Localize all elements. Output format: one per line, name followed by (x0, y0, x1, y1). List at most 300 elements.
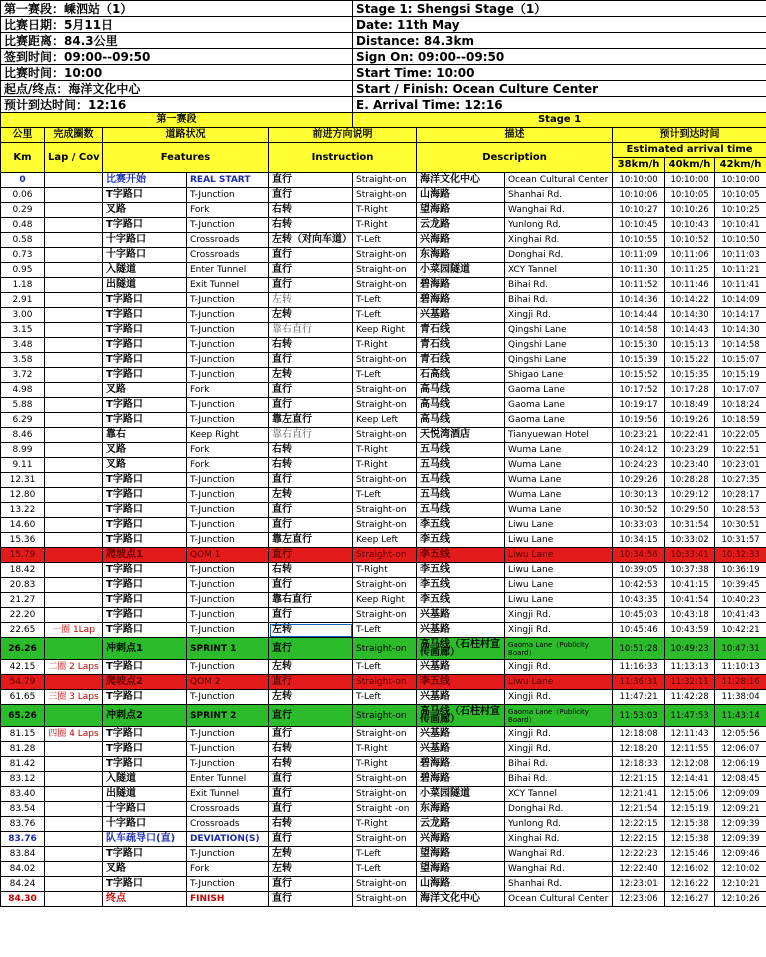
row-eta-38[interactable]: 10:30:52 (613, 503, 665, 518)
row-instruction-cn[interactable]: 直行 (269, 263, 353, 278)
row-instruction-en[interactable]: T-Right (353, 817, 417, 832)
row-feature-cn[interactable]: T字路口 (103, 578, 187, 593)
row-eta-40[interactable]: 10:22:41 (665, 428, 715, 443)
row-description-en[interactable]: Xinghai Rd. (505, 832, 613, 847)
row-description-cn[interactable]: 兴基路 (417, 660, 505, 675)
row-feature-cn[interactable]: T字路口 (103, 742, 187, 757)
row-eta-38[interactable]: 10:29:26 (613, 473, 665, 488)
row-feature-cn[interactable]: T字路口 (103, 218, 187, 233)
row-description-cn[interactable]: 青石线 (417, 323, 505, 338)
row-description-cn[interactable]: 兴海路 (417, 832, 505, 847)
row-feature-cn[interactable]: 爬坡点1 (103, 548, 187, 563)
info-right-cell[interactable]: Start / Finish: Ocean Culture Center (353, 81, 766, 97)
row-eta-38[interactable]: 12:21:54 (613, 802, 665, 817)
row-eta-40[interactable]: 10:14:30 (665, 308, 715, 323)
row-feature-en[interactable]: T-Junction (187, 727, 269, 742)
row-eta-38[interactable]: 12:22:15 (613, 832, 665, 847)
row-feature-en[interactable]: T-Junction (187, 368, 269, 383)
row-eta-40[interactable]: 10:29:50 (665, 503, 715, 518)
row-description-cn[interactable]: 李五线 (417, 593, 505, 608)
info-left-cell[interactable]: 第一赛段：嵊泗站（1） (1, 1, 353, 17)
row-description-en[interactable]: Gaoma Lane（Publicity Board） (505, 705, 613, 727)
row-feature-cn[interactable]: T字路口 (103, 188, 187, 203)
row-instruction-cn[interactable]: 直行 (269, 802, 353, 817)
row-feature-cn[interactable]: T字路口 (103, 413, 187, 428)
row-eta-42[interactable]: 10:10:41 (715, 218, 766, 233)
row-feature-cn[interactable]: 入隧道 (103, 772, 187, 787)
row-instruction-cn[interactable]: 直行 (269, 548, 353, 563)
row-km[interactable]: 0.29 (1, 203, 45, 218)
row-eta-40[interactable]: 10:23:29 (665, 443, 715, 458)
row-instruction-cn[interactable]: 左转 (269, 847, 353, 862)
row-feature-en[interactable]: T-Junction (187, 323, 269, 338)
row-lap[interactable] (45, 293, 103, 308)
row-eta-42[interactable]: 10:47:31 (715, 638, 766, 660)
row-description-en[interactable]: Shanhai Rd. (505, 877, 613, 892)
row-instruction-en[interactable]: T-Left (353, 847, 417, 862)
row-feature-en[interactable]: Fork (187, 458, 269, 473)
row-lap[interactable] (45, 188, 103, 203)
row-description-cn[interactable]: 碧海路 (417, 293, 505, 308)
row-lap[interactable] (45, 473, 103, 488)
row-instruction-cn[interactable]: 直行 (269, 188, 353, 203)
row-feature-en[interactable]: T-Junction (187, 308, 269, 323)
info-right-cell[interactable]: Start Time: 10:00 (353, 65, 766, 81)
row-eta-38[interactable]: 10:23:21 (613, 428, 665, 443)
row-eta-38[interactable]: 10:15:39 (613, 353, 665, 368)
row-lap[interactable]: 三圈 3 Laps (45, 690, 103, 705)
row-description-en[interactable]: Wuma Lane (505, 458, 613, 473)
row-feature-en[interactable]: T-Junction (187, 608, 269, 623)
row-description-cn[interactable]: 兴基路 (417, 690, 505, 705)
row-eta-40[interactable]: 10:11:25 (665, 263, 715, 278)
row-km[interactable]: 65.26 (1, 705, 45, 727)
row-feature-en[interactable]: Fork (187, 203, 269, 218)
row-instruction-en[interactable]: Straight-on (353, 503, 417, 518)
row-instruction-en[interactable]: Keep Right (353, 323, 417, 338)
row-instruction-cn[interactable]: 右转 (269, 203, 353, 218)
row-km[interactable]: 54.79 (1, 675, 45, 690)
row-instruction-cn[interactable]: 左转 (269, 862, 353, 877)
row-description-cn[interactable]: 石高线 (417, 368, 505, 383)
row-description-en[interactable]: Xingji Rd. (505, 690, 613, 705)
row-lap[interactable]: 四圈 4 Laps (45, 727, 103, 742)
row-eta-42[interactable]: 12:10:21 (715, 877, 766, 892)
row-km[interactable]: 15.79 (1, 548, 45, 563)
row-instruction-cn[interactable]: 左转 (269, 660, 353, 675)
row-eta-40[interactable]: 10:43:59 (665, 623, 715, 638)
row-instruction-en[interactable]: Straight-on (353, 383, 417, 398)
info-left-cell[interactable]: 起点/终点：海洋文化中心 (1, 81, 353, 97)
row-instruction-en[interactable]: T-Right (353, 757, 417, 772)
row-instruction-cn[interactable]: 直行 (269, 675, 353, 690)
row-eta-40[interactable]: 11:47:53 (665, 705, 715, 727)
row-feature-cn[interactable]: 出隧道 (103, 787, 187, 802)
row-eta-42[interactable]: 10:36:19 (715, 563, 766, 578)
row-instruction-cn[interactable]: 左转 (269, 293, 353, 308)
row-feature-en[interactable]: Fork (187, 383, 269, 398)
row-instruction-en[interactable]: Straight-on (353, 608, 417, 623)
row-instruction-cn[interactable]: 直行 (269, 383, 353, 398)
row-eta-38[interactable]: 11:53:03 (613, 705, 665, 727)
row-feature-en[interactable]: Fork (187, 443, 269, 458)
row-km[interactable]: 83.76 (1, 817, 45, 832)
row-feature-cn[interactable]: 叉路 (103, 203, 187, 218)
row-instruction-en[interactable]: T-Left (353, 233, 417, 248)
row-eta-42[interactable]: 12:06:07 (715, 742, 766, 757)
row-description-cn[interactable]: 碧海路 (417, 278, 505, 293)
row-km[interactable]: 14.60 (1, 518, 45, 533)
row-feature-cn[interactable]: T字路口 (103, 757, 187, 772)
row-eta-42[interactable]: 10:10:50 (715, 233, 766, 248)
row-description-en[interactable]: Gaoma Lane (505, 413, 613, 428)
row-eta-42[interactable]: 10:18:59 (715, 413, 766, 428)
row-instruction-cn[interactable]: 左转 (269, 308, 353, 323)
row-km[interactable]: 5.88 (1, 398, 45, 413)
row-lap[interactable] (45, 533, 103, 548)
row-feature-cn[interactable]: 入隧道 (103, 263, 187, 278)
row-instruction-cn[interactable]: 直行 (269, 877, 353, 892)
row-description-en[interactable]: Qingshi Lane (505, 353, 613, 368)
row-lap[interactable] (45, 518, 103, 533)
row-feature-en[interactable]: Keep Right (187, 428, 269, 443)
row-feature-cn[interactable]: 队车疏导口(直) (103, 832, 187, 847)
row-eta-40[interactable]: 10:15:22 (665, 353, 715, 368)
row-description-cn[interactable]: 云龙路 (417, 218, 505, 233)
row-km[interactable]: 4.98 (1, 383, 45, 398)
row-feature-en[interactable]: Enter Tunnel (187, 263, 269, 278)
row-lap[interactable] (45, 308, 103, 323)
row-instruction-en[interactable]: Straight-on (353, 188, 417, 203)
row-km[interactable]: 3.72 (1, 368, 45, 383)
info-left-cell[interactable]: 签到时间：09:00--09:50 (1, 49, 353, 65)
row-description-cn[interactable]: 兴基路 (417, 308, 505, 323)
row-instruction-cn[interactable]: 直行 (269, 518, 353, 533)
row-eta-42[interactable]: 10:18:24 (715, 398, 766, 413)
row-description-en[interactable]: XCY Tannel (505, 263, 613, 278)
row-eta-38[interactable]: 11:36:31 (613, 675, 665, 690)
row-km[interactable]: 81.28 (1, 742, 45, 757)
row-lap[interactable] (45, 398, 103, 413)
row-eta-42[interactable]: 10:14:58 (715, 338, 766, 353)
row-lap[interactable] (45, 263, 103, 278)
row-km[interactable]: 81.15 (1, 727, 45, 742)
row-feature-en[interactable]: T-Junction (187, 218, 269, 233)
row-km[interactable]: 12.80 (1, 488, 45, 503)
row-description-cn[interactable]: 山海路 (417, 188, 505, 203)
row-description-en[interactable]: Qingshi Lane (505, 338, 613, 353)
row-eta-40[interactable]: 12:15:38 (665, 817, 715, 832)
row-feature-cn[interactable]: T字路口 (103, 593, 187, 608)
row-eta-40[interactable]: 10:14:43 (665, 323, 715, 338)
row-instruction-en[interactable]: Straight -on (353, 802, 417, 817)
row-instruction-cn[interactable]: 直行 (269, 398, 353, 413)
row-description-cn[interactable]: 小菜园隧道 (417, 787, 505, 802)
row-description-cn[interactable]: 兴基路 (417, 608, 505, 623)
row-feature-en[interactable]: T-Junction (187, 398, 269, 413)
row-instruction-cn[interactable]: 靠右直行 (269, 593, 353, 608)
row-lap[interactable] (45, 593, 103, 608)
row-description-en[interactable]: Wanghai Rd. (505, 847, 613, 862)
row-instruction-en[interactable]: T-Right (353, 742, 417, 757)
row-instruction-cn[interactable]: 右转 (269, 742, 353, 757)
row-eta-42[interactable]: 12:09:21 (715, 802, 766, 817)
row-description-en[interactable]: Bihai Rd. (505, 278, 613, 293)
info-right-cell[interactable]: E. Arrival Time: 12:16 (353, 97, 766, 113)
row-km[interactable]: 84.30 (1, 892, 45, 907)
row-eta-42[interactable]: 10:42:21 (715, 623, 766, 638)
row-eta-42[interactable]: 12:10:26 (715, 892, 766, 907)
row-lap[interactable] (45, 458, 103, 473)
row-eta-42[interactable]: 10:10:25 (715, 203, 766, 218)
row-description-cn[interactable]: 高马线 (417, 398, 505, 413)
row-instruction-en[interactable]: T-Right (353, 458, 417, 473)
row-eta-38[interactable]: 12:21:15 (613, 772, 665, 787)
row-instruction-cn[interactable]: 直行 (269, 772, 353, 787)
row-eta-40[interactable]: 10:10:43 (665, 218, 715, 233)
row-eta-38[interactable]: 10:43:35 (613, 593, 665, 608)
row-feature-en[interactable]: SPRINT 2 (187, 705, 269, 727)
row-km[interactable]: 6.29 (1, 413, 45, 428)
row-eta-40[interactable]: 10:10:00 (665, 173, 715, 188)
row-description-en[interactable]: Xingji Rd. (505, 308, 613, 323)
row-description-cn[interactable]: 山海路 (417, 877, 505, 892)
row-feature-cn[interactable]: T字路口 (103, 608, 187, 623)
row-lap[interactable] (45, 173, 103, 188)
row-instruction-cn[interactable]: 靠左直行 (269, 533, 353, 548)
row-eta-38[interactable]: 11:47:21 (613, 690, 665, 705)
row-eta-38[interactable]: 12:21:41 (613, 787, 665, 802)
row-description-en[interactable]: Wanghai Rd. (505, 203, 613, 218)
row-eta-40[interactable]: 10:19:26 (665, 413, 715, 428)
row-feature-cn[interactable]: T字路口 (103, 533, 187, 548)
row-description-cn[interactable]: 兴基路 (417, 623, 505, 638)
row-description-en[interactable]: Yunlong Rd. (505, 218, 613, 233)
row-eta-38[interactable]: 12:23:06 (613, 892, 665, 907)
row-km[interactable]: 15.36 (1, 533, 45, 548)
row-feature-cn[interactable]: 十字路口 (103, 248, 187, 263)
row-feature-cn[interactable]: T字路口 (103, 518, 187, 533)
row-eta-38[interactable]: 12:23:01 (613, 877, 665, 892)
row-eta-38[interactable]: 10:34:15 (613, 533, 665, 548)
row-description-cn[interactable]: 青石线 (417, 353, 505, 368)
row-description-cn[interactable]: 东海路 (417, 248, 505, 263)
row-km[interactable]: 13.22 (1, 503, 45, 518)
row-lap[interactable]: 二圈 2 Laps (45, 660, 103, 675)
row-km[interactable]: 9.11 (1, 458, 45, 473)
row-eta-38[interactable]: 10:45:03 (613, 608, 665, 623)
row-description-cn[interactable]: 望海路 (417, 847, 505, 862)
row-description-en[interactable]: Bihai Rd. (505, 757, 613, 772)
row-instruction-cn[interactable]: 左转（对向车道） (269, 233, 353, 248)
row-eta-40[interactable]: 10:10:05 (665, 188, 715, 203)
row-eta-40[interactable]: 12:11:55 (665, 742, 715, 757)
row-eta-38[interactable]: 10:33:03 (613, 518, 665, 533)
row-description-cn[interactable]: 高马线 (417, 383, 505, 398)
row-eta-38[interactable]: 10:51:28 (613, 638, 665, 660)
row-feature-en[interactable]: T-Junction (187, 742, 269, 757)
row-eta-42[interactable]: 10:15:19 (715, 368, 766, 383)
row-feature-cn[interactable]: T字路口 (103, 623, 187, 638)
row-description-cn[interactable]: 天悦湾酒店 (417, 428, 505, 443)
row-eta-38[interactable]: 10:15:52 (613, 368, 665, 383)
row-eta-42[interactable]: 10:28:53 (715, 503, 766, 518)
row-instruction-cn[interactable]: 直行 (269, 353, 353, 368)
row-eta-38[interactable]: 10:14:44 (613, 308, 665, 323)
row-km[interactable]: 26.26 (1, 638, 45, 660)
row-instruction-en[interactable]: Straight-on (353, 892, 417, 907)
row-eta-40[interactable]: 10:43:18 (665, 608, 715, 623)
row-description-cn[interactable]: 李五线 (417, 518, 505, 533)
row-description-cn[interactable]: 五马线 (417, 443, 505, 458)
row-km[interactable]: 8.99 (1, 443, 45, 458)
row-feature-cn[interactable]: 冲刺点2 (103, 705, 187, 727)
row-instruction-cn[interactable]: 靠右直行 (269, 428, 353, 443)
row-description-en[interactable]: Wuma Lane (505, 488, 613, 503)
row-description-en[interactable]: Xingji Rd. (505, 742, 613, 757)
row-eta-42[interactable]: 10:14:30 (715, 323, 766, 338)
row-instruction-cn[interactable]: 右转 (269, 817, 353, 832)
row-lap[interactable] (45, 862, 103, 877)
row-instruction-cn[interactable]: 靠右直行 (269, 323, 353, 338)
row-instruction-en[interactable]: T-Right (353, 203, 417, 218)
row-description-cn[interactable]: 海洋文化中心 (417, 173, 505, 188)
row-feature-en[interactable]: T-Junction (187, 503, 269, 518)
row-eta-40[interactable]: 12:15:06 (665, 787, 715, 802)
row-km[interactable]: 20.83 (1, 578, 45, 593)
row-km[interactable]: 0.95 (1, 263, 45, 278)
row-feature-en[interactable]: T-Junction (187, 413, 269, 428)
row-feature-cn[interactable]: T字路口 (103, 488, 187, 503)
row-km[interactable]: 22.20 (1, 608, 45, 623)
info-right-cell[interactable]: Date: 11th May (353, 17, 766, 33)
row-description-cn[interactable]: 小菜园隧道 (417, 263, 505, 278)
row-instruction-en[interactable]: T-Right (353, 338, 417, 353)
row-eta-42[interactable]: 10:40:23 (715, 593, 766, 608)
row-lap[interactable] (45, 757, 103, 772)
row-eta-38[interactable]: 10:45:46 (613, 623, 665, 638)
row-description-en[interactable]: Wanghai Rd. (505, 862, 613, 877)
row-description-cn[interactable]: 李五线 (417, 675, 505, 690)
row-km[interactable]: 42.15 (1, 660, 45, 675)
row-instruction-en[interactable]: Keep Left (353, 533, 417, 548)
row-eta-42[interactable]: 10:22:05 (715, 428, 766, 443)
row-eta-42[interactable]: 12:05:56 (715, 727, 766, 742)
row-description-cn[interactable]: 五马线 (417, 488, 505, 503)
row-eta-38[interactable]: 12:18:33 (613, 757, 665, 772)
row-lap[interactable] (45, 443, 103, 458)
row-eta-40[interactable]: 10:28:28 (665, 473, 715, 488)
row-eta-38[interactable]: 10:19:56 (613, 413, 665, 428)
row-description-cn[interactable]: 五马线 (417, 473, 505, 488)
row-instruction-en[interactable]: T-Left (353, 660, 417, 675)
row-eta-42[interactable]: 12:09:39 (715, 832, 766, 847)
row-feature-en[interactable]: T-Junction (187, 518, 269, 533)
row-eta-42[interactable]: 12:06:19 (715, 757, 766, 772)
row-feature-cn[interactable]: T字路口 (103, 660, 187, 675)
row-feature-cn[interactable]: 叉路 (103, 458, 187, 473)
row-eta-38[interactable]: 10:10:27 (613, 203, 665, 218)
row-instruction-cn[interactable]: 直行 (269, 473, 353, 488)
row-description-en[interactable]: Bihai Rd. (505, 293, 613, 308)
row-instruction-en[interactable]: Straight-on (353, 518, 417, 533)
row-lap[interactable] (45, 428, 103, 443)
row-eta-40[interactable]: 10:23:40 (665, 458, 715, 473)
row-description-en[interactable]: Xingji Rd. (505, 727, 613, 742)
row-description-cn[interactable]: 李五线 (417, 548, 505, 563)
row-lap[interactable] (45, 847, 103, 862)
row-feature-cn[interactable]: 叉路 (103, 383, 187, 398)
row-eta-40[interactable]: 10:15:35 (665, 368, 715, 383)
row-km[interactable]: 61.65 (1, 690, 45, 705)
row-description-cn[interactable]: 望海路 (417, 203, 505, 218)
row-eta-40[interactable]: 12:15:19 (665, 802, 715, 817)
row-lap[interactable] (45, 233, 103, 248)
row-instruction-en[interactable]: Straight-on (353, 675, 417, 690)
row-km[interactable]: 84.02 (1, 862, 45, 877)
row-eta-42[interactable]: 10:14:09 (715, 293, 766, 308)
row-description-en[interactable]: Xingji Rd. (505, 623, 613, 638)
row-eta-40[interactable]: 12:11:43 (665, 727, 715, 742)
row-feature-cn[interactable]: 十字路口 (103, 817, 187, 832)
row-feature-cn[interactable]: T字路口 (103, 308, 187, 323)
row-feature-en[interactable]: T-Junction (187, 488, 269, 503)
row-feature-en[interactable]: FINISH (187, 892, 269, 907)
row-instruction-en[interactable]: Straight-on (353, 173, 417, 188)
row-feature-en[interactable]: T-Junction (187, 473, 269, 488)
row-instruction-cn[interactable]: 靠左直行 (269, 413, 353, 428)
row-eta-38[interactable]: 10:14:58 (613, 323, 665, 338)
row-lap[interactable] (45, 787, 103, 802)
row-lap[interactable] (45, 892, 103, 907)
row-description-cn[interactable]: 兴海路 (417, 233, 505, 248)
row-instruction-en[interactable]: T-Left (353, 293, 417, 308)
row-description-en[interactable]: Wuma Lane (505, 503, 613, 518)
row-eta-38[interactable]: 10:15:30 (613, 338, 665, 353)
row-lap[interactable] (45, 877, 103, 892)
row-feature-cn[interactable]: T字路口 (103, 563, 187, 578)
row-eta-40[interactable]: 10:31:54 (665, 518, 715, 533)
row-instruction-cn[interactable]: 左转 (269, 488, 353, 503)
row-eta-42[interactable]: 12:08:45 (715, 772, 766, 787)
row-description-en[interactable]: Liwu Lane (505, 548, 613, 563)
row-description-en[interactable]: Shigao Lane (505, 368, 613, 383)
row-description-en[interactable]: Donghai Rd. (505, 802, 613, 817)
row-feature-cn[interactable]: T字路口 (103, 398, 187, 413)
row-description-cn[interactable]: 李五线 (417, 563, 505, 578)
row-eta-42[interactable]: 12:09:09 (715, 787, 766, 802)
row-description-en[interactable]: Bihai Rd. (505, 772, 613, 787)
row-description-en[interactable]: XCY Tannel (505, 787, 613, 802)
row-eta-40[interactable]: 11:32:11 (665, 675, 715, 690)
row-km[interactable]: 18.42 (1, 563, 45, 578)
row-lap[interactable] (45, 675, 103, 690)
row-lap[interactable] (45, 488, 103, 503)
row-description-en[interactable]: Wuma Lane (505, 443, 613, 458)
row-instruction-cn[interactable]: 直行 (269, 278, 353, 293)
row-eta-38[interactable]: 10:10:06 (613, 188, 665, 203)
row-lap[interactable] (45, 413, 103, 428)
row-lap[interactable] (45, 705, 103, 727)
row-lap[interactable] (45, 248, 103, 263)
row-feature-cn[interactable]: 靠右 (103, 428, 187, 443)
info-right-cell[interactable]: Sign On: 09:00--09:50 (353, 49, 766, 65)
row-eta-38[interactable]: 12:22:40 (613, 862, 665, 877)
row-instruction-cn[interactable]: 直行 (269, 608, 353, 623)
row-eta-42[interactable]: 11:10:13 (715, 660, 766, 675)
row-km[interactable]: 22.65 (1, 623, 45, 638)
row-km[interactable]: 84.24 (1, 877, 45, 892)
